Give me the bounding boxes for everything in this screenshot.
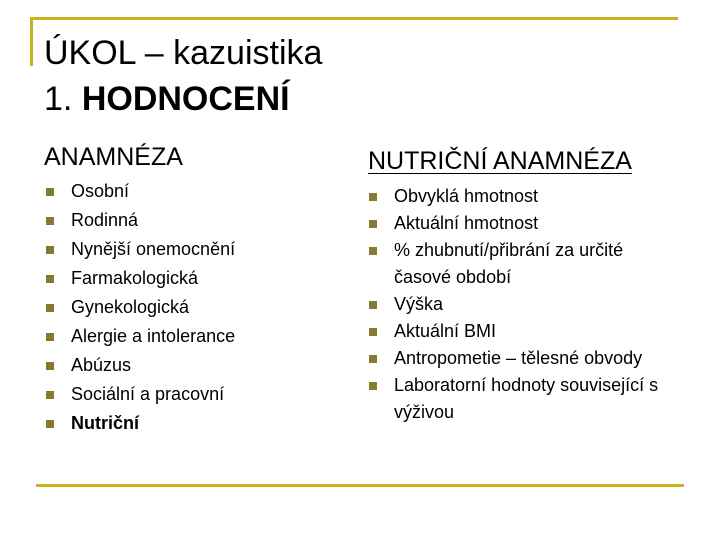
square-bullet-icon <box>46 391 54 399</box>
list-item-text: Aktuální hmotnost <box>394 213 539 233</box>
left-column-heading: ANAMNÉZA <box>44 143 183 171</box>
slide-title <box>44 30 322 122</box>
top-accent-line <box>30 17 678 20</box>
list-item <box>44 235 344 264</box>
list-item-text: Antropometie – tělesné obvody <box>394 348 643 368</box>
list-item <box>367 372 697 426</box>
square-bullet-icon <box>46 333 54 341</box>
list-item-text: % zhubnutí/přibrání za určité časové období <box>394 240 624 287</box>
title-bold-text: HODNOCENÍ <box>81 80 290 118</box>
square-bullet-icon <box>369 328 377 336</box>
square-bullet-icon <box>369 220 377 228</box>
square-bullet-icon <box>369 301 377 309</box>
list-item-text: Alergie a intolerance <box>71 326 236 346</box>
right-column-list <box>367 183 697 426</box>
square-bullet-icon <box>369 355 377 363</box>
list-item <box>44 409 344 438</box>
square-bullet-icon <box>46 275 54 283</box>
left-accent-line <box>30 17 33 66</box>
bottom-accent-line <box>36 484 684 487</box>
list-item-text: Nutriční <box>71 413 140 433</box>
title-line-2 <box>44 76 322 122</box>
square-bullet-icon <box>369 193 377 201</box>
square-bullet-icon <box>46 420 54 428</box>
list-item-text: Abúzus <box>71 355 132 375</box>
list-item-text: Farmakologická <box>71 268 199 288</box>
square-bullet-icon <box>369 382 377 390</box>
list-item <box>44 322 344 351</box>
list-item-text: Osobní <box>71 181 130 201</box>
list-item <box>44 264 344 293</box>
list-item <box>367 183 697 210</box>
list-item <box>367 318 697 345</box>
list-item-text: Obvyklá hmotnost <box>394 186 539 206</box>
list-item <box>44 380 344 409</box>
square-bullet-icon <box>46 188 54 196</box>
list-item-text: Gynekologická <box>71 297 190 317</box>
list-item-text: Rodinná <box>71 210 139 230</box>
list-item <box>367 345 697 372</box>
title-line-1: ÚKOL – kazuistika <box>44 34 323 72</box>
right-column-heading: NUTRIČNÍ ANAMNÉZA <box>368 147 632 175</box>
square-bullet-icon <box>369 247 377 255</box>
square-bullet-icon <box>46 304 54 312</box>
list-item <box>367 291 697 318</box>
list-item-text: Aktuální BMI <box>394 321 497 341</box>
square-bullet-icon <box>46 246 54 254</box>
list-item-text: Výška <box>394 294 444 314</box>
title-number: 1. <box>44 80 82 118</box>
left-column-list <box>44 177 344 438</box>
list-item <box>44 293 344 322</box>
list-item <box>367 237 697 291</box>
list-item <box>44 351 344 380</box>
list-item-text: Sociální a pracovní <box>71 384 225 404</box>
list-item <box>367 210 697 237</box>
square-bullet-icon <box>46 217 54 225</box>
list-item <box>44 206 344 235</box>
list-item-text: Nynější onemocnění <box>71 239 236 259</box>
list-item-text: Laboratorní hodnoty související s výživou <box>394 375 659 422</box>
square-bullet-icon <box>46 362 54 370</box>
list-item <box>44 177 344 206</box>
